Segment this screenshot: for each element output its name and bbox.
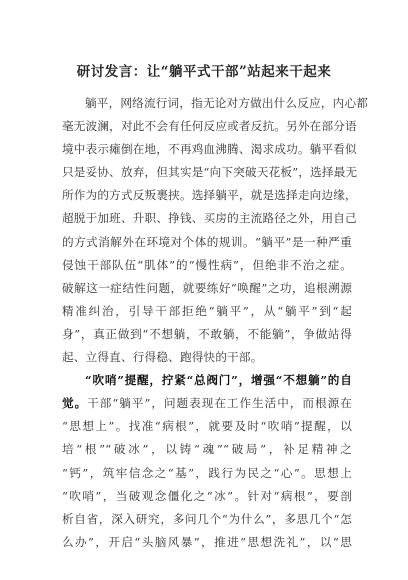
paragraph-1 xyxy=(62,92,369,369)
text-line: 所作为的方式反叛裹挟。选择躺平，就是选择走向边缘， xyxy=(62,188,357,203)
text-line: 身”，真正做到“不想躺，不敢躺，不能躺”，争做站得 xyxy=(62,326,352,341)
text-line: 培“根”“破冰”，以铸“魂”“破局”，补足精神之 xyxy=(62,442,352,457)
text-line: 精准纠治，引导干部拒绝“躺平”，从“躺平”到“起 xyxy=(62,303,352,318)
text-line: “钙”，筑牢信念之“基”，践行为民之“心”。思想上 xyxy=(62,465,352,480)
text-span: 干部“躺平”，问题表现在工作生活中，而根源在 xyxy=(87,396,352,411)
text-line: 的方式消解外在环境对个体的规训。“躺平”是一种严重 xyxy=(62,234,352,249)
text-line: 只是妥协、放弃，但其实是“向下突破天花板”，选择最无 xyxy=(62,165,358,180)
text-line: 么办”，开启“头脑风暴”，推进“思想洗礼”，以“思 xyxy=(62,534,352,549)
text-line: 侵蚀干部队伍“肌体”的“慢性病”，但绝非不治之症。 xyxy=(62,257,352,272)
text-line: 析自省，深入研究，多问几个“为什么”，多思几个“怎 xyxy=(62,511,352,526)
text-line: 躺平，网络流行词，指无论对方做出什么反应，内心都 xyxy=(85,96,369,110)
text-line: 超脱于加班、升职、挣钱、买房的主流路径之外，用自己 xyxy=(62,211,357,226)
section-heading-tail: 觉。 xyxy=(62,396,88,411)
text-line xyxy=(62,392,352,415)
text-line: 境中表示瘫倒在地，不再鸡血沸腾、渴求成功。躺平看似 xyxy=(62,142,357,157)
text-line: “吹哨”，当破观念僵化之“冰”。针对“病根”，要剖 xyxy=(62,488,352,503)
text-line: 破解这一症结性问题，就要练好“唤醒”之功，追根溯源 xyxy=(62,280,352,295)
text-line: 起、立得直、行得稳、跑得快的干部。 xyxy=(62,350,263,365)
text-line: “思想上”。找准“病根”，就要及时“吹哨”提醒，以 xyxy=(62,419,352,434)
document-title: 研讨发言：让“躺平式干部”站起来干起来 xyxy=(76,64,332,80)
paragraph-2 xyxy=(62,369,352,554)
section-heading: “吹哨”提醒，拧紧“总阀门”，增强“不想躺”的自 xyxy=(85,373,352,388)
document-body xyxy=(62,92,369,554)
text-line: 毫无波澜，对此不会有任何反应或者反抗。另外在部分语 xyxy=(62,119,357,134)
